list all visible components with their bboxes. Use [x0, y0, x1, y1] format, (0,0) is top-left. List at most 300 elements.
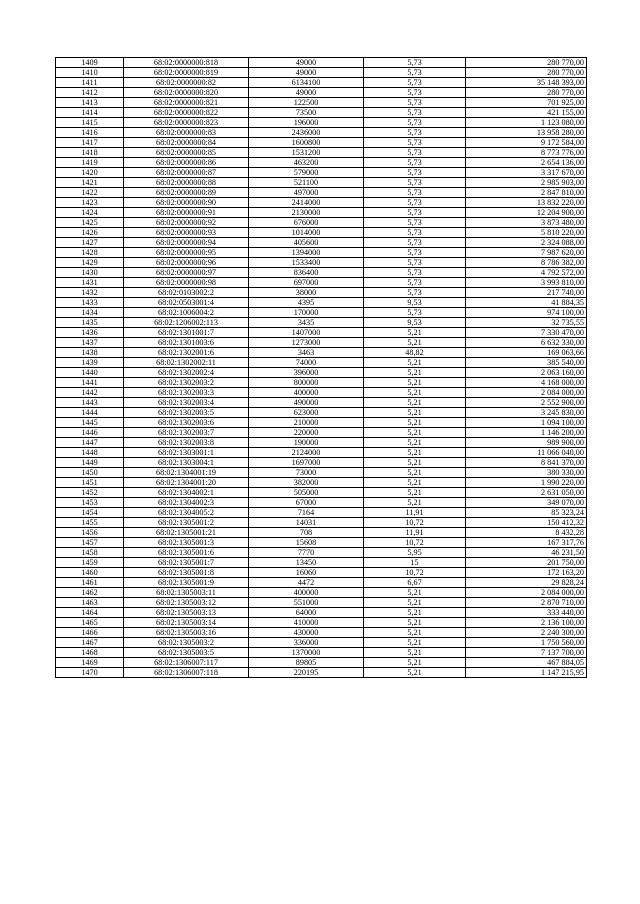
- rate-cell: 11,91: [364, 508, 466, 518]
- value-cell: 280 770,00: [466, 68, 587, 78]
- value-cell: 3 245 830,00: [466, 408, 587, 418]
- row-number-cell: 1469: [56, 658, 124, 668]
- area-cell: 67000: [249, 498, 364, 508]
- area-cell: 49000: [249, 88, 364, 98]
- table-row: [56, 478, 587, 488]
- row-number-cell: 1423: [56, 198, 124, 208]
- value-cell: 5 810 220,00: [466, 228, 587, 238]
- rate-cell: 5,21: [364, 618, 466, 628]
- row-number-cell: 1458: [56, 548, 124, 558]
- rate-cell: 5,73: [364, 138, 466, 148]
- row-number-cell: 1430: [56, 268, 124, 278]
- table-row: [56, 168, 587, 178]
- table-row: [56, 58, 587, 68]
- cadastral-number-cell: 68:02:0000000:94: [124, 238, 249, 248]
- row-number-cell: 1448: [56, 448, 124, 458]
- value-cell: 7 987 620,00: [466, 248, 587, 258]
- area-cell: 196000: [249, 118, 364, 128]
- row-number-cell: 1460: [56, 568, 124, 578]
- rate-cell: 5,73: [364, 128, 466, 138]
- cadastral-number-cell: 68:02:1206002:113: [124, 318, 249, 328]
- value-cell: 12 204 900,00: [466, 208, 587, 218]
- value-cell: 333 440,00: [466, 608, 587, 618]
- rate-cell: 5,21: [364, 358, 466, 368]
- rate-cell: 5,73: [364, 108, 466, 118]
- rate-cell: 6,67: [364, 578, 466, 588]
- value-cell: 989 900,00: [466, 438, 587, 448]
- cadastral-number-cell: 68:02:1006004:2: [124, 308, 249, 318]
- cadastral-number-cell: 68:02:0000000:92: [124, 218, 249, 228]
- rate-cell: 5,73: [364, 218, 466, 228]
- rate-cell: 5,21: [364, 658, 466, 668]
- table-row: [56, 588, 587, 598]
- value-cell: 8 786 382,00: [466, 258, 587, 268]
- value-cell: 8 432,28: [466, 528, 587, 538]
- table-row: [56, 658, 587, 668]
- cadastral-number-cell: 68:02:1301001:7: [124, 328, 249, 338]
- area-cell: 220195: [249, 668, 364, 678]
- row-number-cell: 1431: [56, 278, 124, 288]
- area-cell: 497000: [249, 188, 364, 198]
- rate-cell: 5,21: [364, 368, 466, 378]
- row-number-cell: 1463: [56, 598, 124, 608]
- table-row: [56, 298, 587, 308]
- row-number-cell: 1416: [56, 128, 124, 138]
- value-cell: 1 094 100,00: [466, 418, 587, 428]
- value-cell: 8 773 776,00: [466, 148, 587, 158]
- table-row: [56, 78, 587, 88]
- rate-cell: 10,72: [364, 568, 466, 578]
- cadastral-number-cell: 68:02:1304001:19: [124, 468, 249, 478]
- table-row: [56, 368, 587, 378]
- area-cell: 396000: [249, 368, 364, 378]
- table-row: [56, 488, 587, 498]
- value-cell: 7 137 700,00: [466, 648, 587, 658]
- value-cell: 8 841 370,00: [466, 458, 587, 468]
- value-cell: 2 240 300,00: [466, 628, 587, 638]
- row-number-cell: 1419: [56, 158, 124, 168]
- cadastral-number-cell: 68:02:0000000:85: [124, 148, 249, 158]
- table-row: [56, 68, 587, 78]
- row-number-cell: 1452: [56, 488, 124, 498]
- area-cell: 505000: [249, 488, 364, 498]
- table-row: [56, 198, 587, 208]
- rate-cell: 5,21: [364, 468, 466, 478]
- table-row: [56, 428, 587, 438]
- cadastral-number-cell: 68:02:1304005:2: [124, 508, 249, 518]
- area-cell: 1394000: [249, 248, 364, 258]
- table-row: [56, 668, 587, 678]
- table-row: [56, 508, 587, 518]
- area-cell: 521100: [249, 178, 364, 188]
- cadastral-number-cell: 68:02:0000000:98: [124, 278, 249, 288]
- cadastral-number-cell: 68:02:1304001:20: [124, 478, 249, 488]
- area-cell: 400000: [249, 388, 364, 398]
- rate-cell: 5,73: [364, 148, 466, 158]
- table-row: [56, 178, 587, 188]
- cadastral-number-cell: 68:02:0000000:86: [124, 158, 249, 168]
- table-row: [56, 278, 587, 288]
- table-row: [56, 458, 587, 468]
- value-cell: 217 740,00: [466, 288, 587, 298]
- cadastral-number-cell: 68:02:1305003:5: [124, 648, 249, 658]
- value-cell: 421 155,00: [466, 108, 587, 118]
- value-cell: 169 063,66: [466, 348, 587, 358]
- row-number-cell: 1440: [56, 368, 124, 378]
- value-cell: 3 873 480,00: [466, 218, 587, 228]
- row-number-cell: 1420: [56, 168, 124, 178]
- table-row: [56, 348, 587, 358]
- cadastral-value-table: [55, 57, 587, 678]
- cadastral-number-cell: 68:02:0000000:88: [124, 178, 249, 188]
- area-cell: 2130000: [249, 208, 364, 218]
- area-cell: 4395: [249, 298, 364, 308]
- value-cell: 201 750,00: [466, 558, 587, 568]
- rate-cell: 5,73: [364, 118, 466, 128]
- rate-cell: 15: [364, 558, 466, 568]
- area-cell: 336000: [249, 638, 364, 648]
- area-cell: 74000: [249, 358, 364, 368]
- area-cell: 708: [249, 528, 364, 538]
- cadastral-number-cell: 68:02:0000000:84: [124, 138, 249, 148]
- rate-cell: 5,73: [364, 158, 466, 168]
- table-row: [56, 138, 587, 148]
- value-cell: 2 654 136,00: [466, 158, 587, 168]
- cadastral-number-cell: 68:02:1305001:9: [124, 578, 249, 588]
- area-cell: 6134100: [249, 78, 364, 88]
- rate-cell: 5,73: [364, 68, 466, 78]
- row-number-cell: 1456: [56, 528, 124, 538]
- rate-cell: 5,73: [364, 228, 466, 238]
- area-cell: 836400: [249, 268, 364, 278]
- value-cell: 2 847 810,00: [466, 188, 587, 198]
- cadastral-number-cell: 68:02:0000000:90: [124, 198, 249, 208]
- table-row: [56, 188, 587, 198]
- value-cell: 467 884,05: [466, 658, 587, 668]
- cadastral-number-cell: 68:02:1306007:118: [124, 668, 249, 678]
- area-cell: 405600: [249, 238, 364, 248]
- value-cell: 13 958 280,00: [466, 128, 587, 138]
- rate-cell: 5,21: [364, 608, 466, 618]
- table-row: [56, 358, 587, 368]
- cadastral-number-cell: 68:02:1302003:6: [124, 418, 249, 428]
- value-cell: 1 750 560,00: [466, 638, 587, 648]
- table-row: [56, 468, 587, 478]
- cadastral-number-cell: 68:02:0000000:819: [124, 68, 249, 78]
- row-number-cell: 1433: [56, 298, 124, 308]
- area-cell: 1407000: [249, 328, 364, 338]
- cadastral-number-cell: 68:02:0000000:93: [124, 228, 249, 238]
- area-cell: 410000: [249, 618, 364, 628]
- cadastral-number-cell: 68:02:1301003:6: [124, 338, 249, 348]
- table-row: [56, 528, 587, 538]
- rate-cell: 5,73: [364, 258, 466, 268]
- row-number-cell: 1445: [56, 418, 124, 428]
- value-cell: 85 323,24: [466, 508, 587, 518]
- value-cell: 2 985 903,00: [466, 178, 587, 188]
- area-cell: 1533400: [249, 258, 364, 268]
- table-row: [56, 108, 587, 118]
- area-cell: 1531200: [249, 148, 364, 158]
- row-number-cell: 1467: [56, 638, 124, 648]
- rate-cell: 5,73: [364, 198, 466, 208]
- area-cell: 122500: [249, 98, 364, 108]
- value-cell: 13 832 220,00: [466, 198, 587, 208]
- row-number-cell: 1462: [56, 588, 124, 598]
- table-row: [56, 248, 587, 258]
- rate-cell: 5,73: [364, 278, 466, 288]
- value-cell: 2 870 710,00: [466, 598, 587, 608]
- row-number-cell: 1455: [56, 518, 124, 528]
- row-number-cell: 1444: [56, 408, 124, 418]
- row-number-cell: 1450: [56, 468, 124, 478]
- cadastral-number-cell: 68:02:1305003:14: [124, 618, 249, 628]
- rate-cell: 5,73: [364, 78, 466, 88]
- table-row: [56, 628, 587, 638]
- rate-cell: 5,95: [364, 548, 466, 558]
- value-cell: 280 770,00: [466, 88, 587, 98]
- row-number-cell: 1421: [56, 178, 124, 188]
- value-cell: 4 792 572,00: [466, 268, 587, 278]
- rate-cell: 10,72: [364, 538, 466, 548]
- area-cell: 7770: [249, 548, 364, 558]
- table-row: [56, 568, 587, 578]
- cadastral-number-cell: 68:02:0000000:82: [124, 78, 249, 88]
- row-number-cell: 1434: [56, 308, 124, 318]
- row-number-cell: 1451: [56, 478, 124, 488]
- cadastral-number-cell: 68:02:1305001:21: [124, 528, 249, 538]
- cadastral-number-cell: 68:02:1302003:7: [124, 428, 249, 438]
- table-row: [56, 268, 587, 278]
- area-cell: 400000: [249, 588, 364, 598]
- table-row: [56, 398, 587, 408]
- value-cell: 2 084 000,00: [466, 388, 587, 398]
- area-cell: 2436000: [249, 128, 364, 138]
- cadastral-number-cell: 68:02:1302003:2: [124, 378, 249, 388]
- rate-cell: 5,73: [364, 288, 466, 298]
- table-row: [56, 148, 587, 158]
- cadastral-number-cell: 68:02:0000000:91: [124, 208, 249, 218]
- area-cell: 38000: [249, 288, 364, 298]
- cadastral-number-cell: 68:02:0503001:4: [124, 298, 249, 308]
- cadastral-number-cell: 68:02:0000000:818: [124, 58, 249, 68]
- row-number-cell: 1437: [56, 338, 124, 348]
- row-number-cell: 1461: [56, 578, 124, 588]
- row-number-cell: 1422: [56, 188, 124, 198]
- table-row: [56, 378, 587, 388]
- rate-cell: 10,72: [364, 518, 466, 528]
- area-cell: 220000: [249, 428, 364, 438]
- rate-cell: 5,21: [364, 448, 466, 458]
- value-cell: 974 100,00: [466, 308, 587, 318]
- cadastral-number-cell: 68:02:0000000:83: [124, 128, 249, 138]
- row-number-cell: 1424: [56, 208, 124, 218]
- cadastral-number-cell: 68:02:1304002:1: [124, 488, 249, 498]
- value-cell: 11 066 040,00: [466, 448, 587, 458]
- row-number-cell: 1429: [56, 258, 124, 268]
- area-cell: 490000: [249, 398, 364, 408]
- value-cell: 2 552 900,00: [466, 398, 587, 408]
- table-row: [56, 498, 587, 508]
- area-cell: 7164: [249, 508, 364, 518]
- rate-cell: 5,73: [364, 188, 466, 198]
- rate-cell: 11,91: [364, 528, 466, 538]
- row-number-cell: 1454: [56, 508, 124, 518]
- rate-cell: 5,73: [364, 168, 466, 178]
- area-cell: 190000: [249, 438, 364, 448]
- area-cell: 551000: [249, 598, 364, 608]
- rate-cell: 5,21: [364, 498, 466, 508]
- table-row: [56, 448, 587, 458]
- rate-cell: 5,73: [364, 248, 466, 258]
- rate-cell: 5,21: [364, 588, 466, 598]
- area-cell: 463200: [249, 158, 364, 168]
- table-row: [56, 388, 587, 398]
- value-cell: 167 317,76: [466, 538, 587, 548]
- table-row: [56, 408, 587, 418]
- cadastral-number-cell: 68:02:1305003:16: [124, 628, 249, 638]
- table-row: [56, 338, 587, 348]
- rate-cell: 5,21: [364, 388, 466, 398]
- value-cell: 6 632 330,00: [466, 338, 587, 348]
- rate-cell: 5,21: [364, 418, 466, 428]
- area-cell: 3463: [249, 348, 364, 358]
- area-cell: 73000: [249, 468, 364, 478]
- value-cell: 4 168 000,00: [466, 378, 587, 388]
- cadastral-number-cell: 68:02:0000000:96: [124, 258, 249, 268]
- table-row: [56, 328, 587, 338]
- table-row: [56, 558, 587, 568]
- table-row: [56, 548, 587, 558]
- area-cell: 64000: [249, 608, 364, 618]
- area-cell: 13450: [249, 558, 364, 568]
- row-number-cell: 1409: [56, 58, 124, 68]
- value-cell: 9 172 584,00: [466, 138, 587, 148]
- row-number-cell: 1415: [56, 118, 124, 128]
- table-row: [56, 218, 587, 228]
- row-number-cell: 1412: [56, 88, 124, 98]
- row-number-cell: 1470: [56, 668, 124, 678]
- cadastral-number-cell: 68:02:0000000:823: [124, 118, 249, 128]
- row-number-cell: 1457: [56, 538, 124, 548]
- row-number-cell: 1427: [56, 238, 124, 248]
- table-row: [56, 288, 587, 298]
- rate-cell: 5,21: [364, 638, 466, 648]
- value-cell: 3 993 810,00: [466, 278, 587, 288]
- rate-cell: 5,21: [364, 488, 466, 498]
- rate-cell: 5,73: [364, 238, 466, 248]
- rate-cell: 5,73: [364, 178, 466, 188]
- row-number-cell: 1438: [56, 348, 124, 358]
- area-cell: 430000: [249, 628, 364, 638]
- cadastral-number-cell: 68:02:1305003:12: [124, 598, 249, 608]
- value-cell: 1 990 220,00: [466, 478, 587, 488]
- table-row: [56, 438, 587, 448]
- rate-cell: 5,21: [364, 478, 466, 488]
- row-number-cell: 1459: [56, 558, 124, 568]
- value-cell: 29 828,24: [466, 578, 587, 588]
- cadastral-number-cell: 68:02:1302002:11: [124, 358, 249, 368]
- rate-cell: 5,21: [364, 398, 466, 408]
- rate-cell: 5,73: [364, 308, 466, 318]
- cadastral-number-cell: 68:02:0000000:87: [124, 168, 249, 178]
- value-cell: 380 330,00: [466, 468, 587, 478]
- area-cell: 4472: [249, 578, 364, 588]
- cadastral-number-cell: 68:02:1305001:3: [124, 538, 249, 548]
- row-number-cell: 1466: [56, 628, 124, 638]
- row-number-cell: 1417: [56, 138, 124, 148]
- row-number-cell: 1418: [56, 148, 124, 158]
- row-number-cell: 1449: [56, 458, 124, 468]
- row-number-cell: 1435: [56, 318, 124, 328]
- value-cell: 1 147 215,95: [466, 668, 587, 678]
- area-cell: 1014000: [249, 228, 364, 238]
- value-cell: 7 330 470,00: [466, 328, 587, 338]
- area-cell: 2414000: [249, 198, 364, 208]
- rate-cell: 5,21: [364, 378, 466, 388]
- row-number-cell: 1413: [56, 98, 124, 108]
- cadastral-number-cell: 68:02:1302002:4: [124, 368, 249, 378]
- value-cell: 3 317 670,00: [466, 168, 587, 178]
- area-cell: 49000: [249, 58, 364, 68]
- rate-cell: 5,21: [364, 408, 466, 418]
- cadastral-number-cell: 68:02:1305003:11: [124, 588, 249, 598]
- value-cell: 1 146 200,00: [466, 428, 587, 438]
- row-number-cell: 1436: [56, 328, 124, 338]
- value-cell: 32 735,55: [466, 318, 587, 328]
- table-body: [56, 58, 587, 678]
- cadastral-number-cell: 68:02:1304002:3: [124, 498, 249, 508]
- rate-cell: 5,73: [364, 88, 466, 98]
- area-cell: 15608: [249, 538, 364, 548]
- row-number-cell: 1442: [56, 388, 124, 398]
- cadastral-number-cell: 68:02:1305003:13: [124, 608, 249, 618]
- rate-cell: 5,21: [364, 668, 466, 678]
- table-row: [56, 538, 587, 548]
- cadastral-number-cell: 68:02:1305001:7: [124, 558, 249, 568]
- table-row: [56, 208, 587, 218]
- row-number-cell: 1439: [56, 358, 124, 368]
- cadastral-number-cell: 68:02:1305001:6: [124, 548, 249, 558]
- cadastral-number-cell: 68:02:0000000:821: [124, 98, 249, 108]
- area-cell: 1273000: [249, 338, 364, 348]
- table-row: [56, 618, 587, 628]
- rate-cell: 5,73: [364, 268, 466, 278]
- row-number-cell: 1464: [56, 608, 124, 618]
- cadastral-number-cell: 68:02:1305001:2: [124, 518, 249, 528]
- row-number-cell: 1453: [56, 498, 124, 508]
- cadastral-number-cell: 68:02:0000000:97: [124, 268, 249, 278]
- value-cell: 2 631 050,00: [466, 488, 587, 498]
- area-cell: 170000: [249, 308, 364, 318]
- table-row: [56, 418, 587, 428]
- rate-cell: 5,21: [364, 648, 466, 658]
- cadastral-number-cell: 68:02:1302001:6: [124, 348, 249, 358]
- row-number-cell: 1468: [56, 648, 124, 658]
- rate-cell: 5,21: [364, 628, 466, 638]
- area-cell: 1370000: [249, 648, 364, 658]
- row-number-cell: 1465: [56, 618, 124, 628]
- rate-cell: 5,73: [364, 208, 466, 218]
- rate-cell: 48,82: [364, 348, 466, 358]
- table-row: [56, 128, 587, 138]
- table-row: [56, 258, 587, 268]
- row-number-cell: 1426: [56, 228, 124, 238]
- table-row: [56, 308, 587, 318]
- table-row: [56, 158, 587, 168]
- row-number-cell: 1432: [56, 288, 124, 298]
- rate-cell: 5,21: [364, 338, 466, 348]
